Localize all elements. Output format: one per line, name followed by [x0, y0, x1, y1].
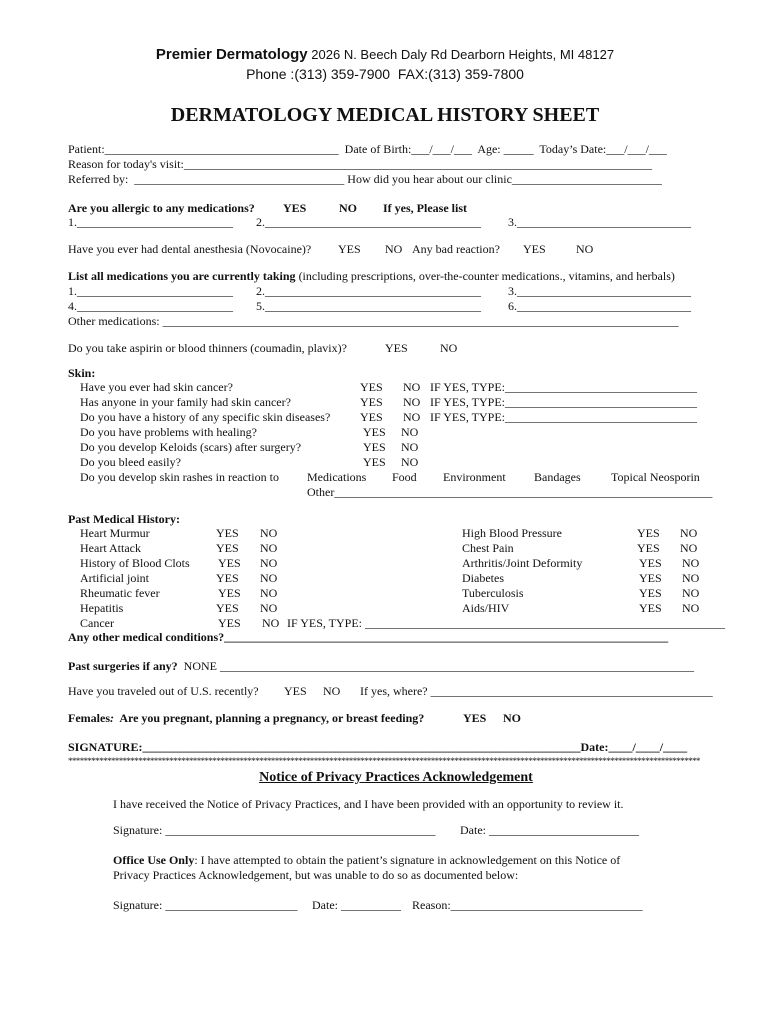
- surgeries-line[interactable]: [68, 659, 694, 673]
- office-use-label: Office Use Only: [113, 853, 195, 867]
- pmh-right-no[interactable]: NO: [682, 586, 700, 600]
- skin-q2-no[interactable]: NO: [403, 395, 421, 409]
- dental-reaction-yes[interactable]: YES: [523, 242, 546, 256]
- medications-note: (including prescriptions, over-the-counter medications., vitamins, and herbals): [295, 269, 675, 283]
- medication-line-2[interactable]: 2.____________________________________: [256, 284, 481, 298]
- dental-reaction-no[interactable]: NO: [576, 242, 594, 256]
- skin-q6-no[interactable]: NO: [401, 455, 419, 469]
- separator-stars: ******************************************************************************************************************************************************************: [68, 756, 700, 766]
- pmh-left-no[interactable]: NO: [260, 526, 278, 540]
- rash-option-bandages[interactable]: Bandages: [534, 470, 581, 484]
- office-use-line-2: Privacy Practices Acknowledgement, but was unable to do so as documented below:: [113, 868, 519, 882]
- pmh-right-yes[interactable]: YES: [639, 586, 662, 600]
- practice-address: 2026 N. Beech Daly Rd Dearborn Heights, MI 48127: [311, 47, 615, 62]
- allergy-if-yes: If yes, Please list: [383, 201, 467, 215]
- pmh-right-no[interactable]: NO: [682, 571, 700, 585]
- office-signature-line[interactable]: Signature: ______________________: [113, 898, 298, 912]
- notice-received-text: I have received the Notice of Privacy Practices, and I have been provided with an opportunity to review it.: [113, 797, 624, 811]
- allergy-question: Are you allergic to any medications?: [68, 201, 255, 215]
- pmh-right-item: Diabetes: [462, 571, 504, 585]
- signature-line[interactable]: SIGNATURE:_________________________________________________________________________Date:____/____/____: [68, 740, 688, 754]
- skin-q4-no[interactable]: NO: [401, 425, 419, 439]
- dental-yes[interactable]: YES: [338, 242, 361, 256]
- pmh-left-yes[interactable]: YES: [216, 541, 239, 555]
- travel-question: Have you traveled out of U.S. recently?: [68, 684, 259, 698]
- practice-name: Premier Dermatology: [155, 46, 308, 63]
- pmh-right-yes[interactable]: YES: [639, 601, 662, 615]
- cancer-type-line[interactable]: IF YES, TYPE: ____________________________________________________________: [287, 616, 726, 630]
- medication-line-5[interactable]: 5.____________________________________: [256, 299, 481, 313]
- other-conditions-line[interactable]: Any other medical conditions?__________________________________________________________________________: [68, 630, 669, 644]
- rash-option-medications[interactable]: Medications: [307, 470, 367, 484]
- pmh-right-no[interactable]: NO: [680, 526, 698, 540]
- pmh-left-item: Heart Murmur: [80, 526, 150, 540]
- pmh-right-no[interactable]: NO: [682, 556, 700, 570]
- travel-yes[interactable]: YES: [284, 684, 307, 698]
- skin-q2-yes[interactable]: YES: [360, 395, 383, 409]
- females-no[interactable]: NO: [503, 711, 521, 725]
- skin-q2-type[interactable]: IF YES, TYPE:________________________________: [430, 395, 698, 409]
- skin-question-2: Has anyone in your family had skin cancer?: [80, 395, 291, 409]
- pmh-right-item: Chest Pain: [462, 541, 514, 555]
- pmh-right-no[interactable]: NO: [680, 541, 698, 555]
- skin-q4-yes[interactable]: YES: [363, 425, 386, 439]
- dental-question: Have you ever had dental anesthesia (Novocaine)?: [68, 242, 312, 256]
- surgeries-value[interactable]: NONE _______________________________________________________________________________: [183, 659, 694, 673]
- practice-header: [0, 48, 770, 62]
- skin-question-4: Do you have problems with healing?: [80, 425, 257, 439]
- females-label: Females: [68, 711, 110, 725]
- pmh-left-no[interactable]: NO: [260, 601, 278, 615]
- medication-line-4[interactable]: 4.__________________________: [68, 299, 233, 313]
- travel-no[interactable]: NO: [323, 684, 341, 698]
- allergy-line-3[interactable]: 3._____________________________: [508, 215, 691, 229]
- medication-line-1[interactable]: 1.__________________________: [68, 284, 233, 298]
- office-use-line-1: [113, 853, 620, 867]
- females-line: [68, 711, 424, 725]
- rash-option-neosporin[interactable]: Topical Neosporin: [611, 470, 700, 484]
- rash-option-other[interactable]: Other_______________________________________________________________: [307, 485, 713, 499]
- medications-heading: List all medications you are currently taking: [68, 269, 296, 283]
- pmh-right-yes[interactable]: YES: [637, 526, 660, 540]
- pmh-right-item: Tuberculosis: [462, 586, 524, 600]
- dental-reaction-question: Any bad reaction?: [412, 242, 500, 256]
- reason-line[interactable]: Reason for today's visit:______________________________________________________________________________: [68, 157, 652, 171]
- rash-option-food[interactable]: Food: [392, 470, 417, 484]
- allergy-no[interactable]: NO: [339, 201, 357, 215]
- skin-q5-yes[interactable]: YES: [363, 440, 386, 454]
- pmh-left-no[interactable]: NO: [262, 616, 280, 630]
- aspirin-no[interactable]: NO: [440, 341, 458, 355]
- patient-line[interactable]: Patient:_______________________________________ Date of Birth:___/___/___ Age: _____ Today’s Date:___/___/___: [68, 142, 667, 156]
- pmh-left-item: Artificial joint: [80, 571, 149, 585]
- pmh-right-item: High Blood Pressure: [462, 526, 562, 540]
- pmh-right-item: Aids/HIV: [462, 601, 510, 615]
- pmh-left-no[interactable]: NO: [260, 556, 278, 570]
- skin-q6-yes[interactable]: YES: [363, 455, 386, 469]
- skin-q5-no[interactable]: NO: [401, 440, 419, 454]
- skin-q1-yes[interactable]: YES: [360, 380, 383, 394]
- pmh-left-yes[interactable]: YES: [218, 556, 241, 570]
- pmh-left-yes[interactable]: YES: [216, 526, 239, 540]
- pmh-left-item: Hepatitis: [80, 601, 124, 615]
- pmh-left-yes[interactable]: YES: [216, 571, 239, 585]
- skin-heading: Skin:: [68, 366, 96, 380]
- notice-date-line[interactable]: Date: _________________________: [460, 823, 639, 837]
- travel-where[interactable]: If yes, where? _______________________________________________: [360, 684, 713, 698]
- rash-option-environment[interactable]: Environment: [443, 470, 506, 484]
- pmh-left-no[interactable]: NO: [260, 571, 278, 585]
- pmh-right-yes[interactable]: YES: [639, 571, 662, 585]
- pmh-left-item: Rheumatic fever: [80, 586, 160, 600]
- other-medications-line[interactable]: Other medications: ______________________________________________________________________________________: [68, 314, 679, 328]
- allergy-yes[interactable]: YES: [283, 201, 307, 215]
- skin-q1-no[interactable]: NO: [403, 380, 421, 394]
- skin-q1-type[interactable]: IF YES, TYPE:________________________________: [430, 380, 698, 394]
- pmh-left-item: Heart Attack: [80, 541, 141, 555]
- skin-q3-type[interactable]: IF YES, TYPE:________________________________: [430, 410, 698, 424]
- allergy-line-1[interactable]: 1.__________________________: [68, 215, 233, 229]
- pmh-left-no[interactable]: NO: [260, 586, 278, 600]
- pmh-left-item: History of Blood Clots: [80, 556, 190, 570]
- skin-question-3: Do you have a history of any specific skin diseases?: [80, 410, 331, 424]
- skin-q3-yes[interactable]: YES: [360, 410, 383, 424]
- pmh-left-item: Cancer: [80, 616, 114, 630]
- skin-question-6: Do you bleed easily?: [80, 455, 181, 469]
- skin-question-7: Do you develop skin rashes in reaction to: [80, 470, 279, 484]
- office-use-text: : I have attempted to obtain the patient’s signature in acknowledgement on this Notice of: [194, 853, 621, 867]
- females-question: Are you pregnant, planning a pregnancy, or breast feeding?: [113, 711, 425, 725]
- dental-no[interactable]: NO: [385, 242, 403, 256]
- pmh-right-no[interactable]: NO: [682, 601, 700, 615]
- medications-heading-line: [68, 269, 675, 283]
- medication-line-3[interactable]: 3._____________________________: [508, 284, 691, 298]
- aspirin-yes[interactable]: YES: [385, 341, 408, 355]
- medication-line-6[interactable]: 6._____________________________: [508, 299, 691, 313]
- allergy-line-2[interactable]: 2.____________________________________: [256, 215, 481, 229]
- pmh-right-yes[interactable]: YES: [639, 556, 662, 570]
- pmh-left-yes[interactable]: YES: [216, 601, 239, 615]
- skin-question-5: Do you develop Keloids (scars) after surgery?: [80, 440, 302, 454]
- pmh-left-yes[interactable]: YES: [218, 586, 241, 600]
- notice-title: Notice of Privacy Practices Acknowledgement: [259, 770, 533, 785]
- females-colon: :: [109, 711, 114, 725]
- pmh-left-no[interactable]: NO: [260, 541, 278, 555]
- referred-line[interactable]: Referred by: ___________________________________ How did you hear about our clinic_________________________: [68, 172, 662, 186]
- pmh-left-yes[interactable]: YES: [218, 616, 241, 630]
- notice-signature-line[interactable]: Signature: _____________________________________________: [113, 823, 436, 837]
- pmh-right-yes[interactable]: YES: [637, 541, 660, 555]
- office-reason-line[interactable]: Reason:________________________________: [412, 898, 643, 912]
- skin-question-1: Have you ever had skin cancer?: [80, 380, 233, 394]
- aspirin-question: Do you take aspirin or blood thinners (coumadin, plavix)?: [68, 341, 347, 355]
- form-title: DERMATOLOGY MEDICAL HISTORY SHEET: [170, 104, 600, 126]
- pmh-heading: Past Medical History:: [68, 512, 180, 526]
- practice-phone: Phone :(313) 359-7900 FAX:(313) 359-7800: [246, 66, 524, 82]
- skin-q3-no[interactable]: NO: [403, 410, 421, 424]
- office-date-line[interactable]: Date: __________: [312, 898, 401, 912]
- females-yes[interactable]: YES: [463, 711, 487, 725]
- pmh-right-item: Arthritis/Joint Deformity: [462, 556, 583, 570]
- surgeries-label: Past surgeries if any?: [68, 659, 178, 673]
